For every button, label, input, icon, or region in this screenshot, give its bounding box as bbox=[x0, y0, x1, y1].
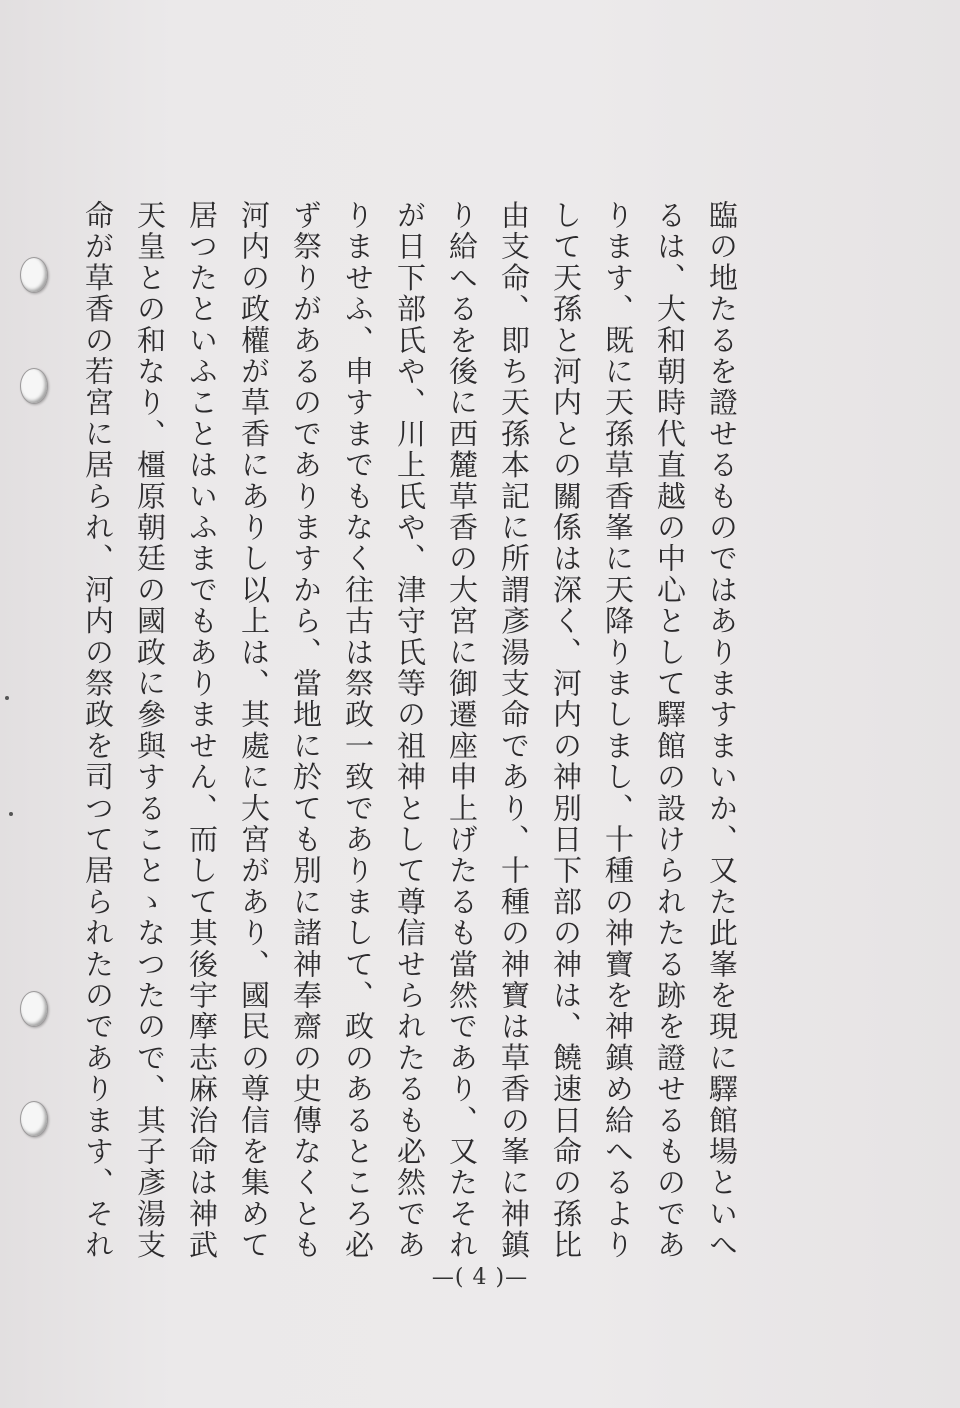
text-line-7: が日下部氏や、川上氏や、津守氏等の祖神として尊信せられたるも必然であ bbox=[393, 200, 427, 1261]
vertical-text-body bbox=[81, 200, 748, 1261]
text-line-10: 河内の政權が草香にありし以上は、其處に大宮があり、國民の尊信を集めて bbox=[237, 200, 271, 1261]
text-line-5: 由支命、即ち天孫本記に所謂彥湯支命であり、十種の神寶は草香の峯に神鎮 bbox=[497, 200, 531, 1261]
text-line-13: 命が草香の若宮に居られ、河内の祭政を司つて居られたのであります、それ bbox=[81, 200, 115, 1261]
binder-hole-4 bbox=[20, 1101, 48, 1137]
binder-hole-3 bbox=[20, 991, 48, 1027]
text-line-4: して天孫と河内との關係は深く、河内の神別日下部の神は、饒速日命の孫比 bbox=[549, 200, 583, 1261]
text-line-1: 臨の地たるを證せるものではありますまいか、又た此峯を現に驛館場といへ bbox=[705, 200, 739, 1261]
text-line-8: りませふ、申すまでもなく往古は祭政一致でありまして、政のあるところ必 bbox=[341, 200, 375, 1261]
binder-hole-1 bbox=[20, 257, 48, 293]
paper-speck bbox=[5, 696, 9, 700]
binder-hole-2 bbox=[20, 368, 48, 404]
text-line-9: ず祭りがあるのでありますから、當地に於ても別に諸神奉齋の史傳なくとも bbox=[289, 200, 323, 1261]
text-line-6: り給へるを後に西麓草香の大宮に御遷座申上げたるも當然であり、又たそれ bbox=[445, 200, 479, 1261]
text-line-3: ります、既に天孫草香峯に天降りましまし、十種の神寶を神鎮め給へるより bbox=[601, 200, 635, 1261]
text-line-12: 天皇との和なり、橿原朝廷の國政に參與することゝなつたので、其子彥湯支 bbox=[133, 200, 167, 1261]
page-number: —( 4 )— bbox=[431, 1265, 529, 1290]
text-line-11: 居つたといふことはいふまでもありません、而して其後宇摩志麻治命は神武 bbox=[185, 200, 219, 1261]
text-line-2: るは、大和朝時代直越の中心として驛館の設けられたる跡を證せるものであ bbox=[653, 200, 687, 1261]
paper-speck bbox=[9, 812, 13, 816]
